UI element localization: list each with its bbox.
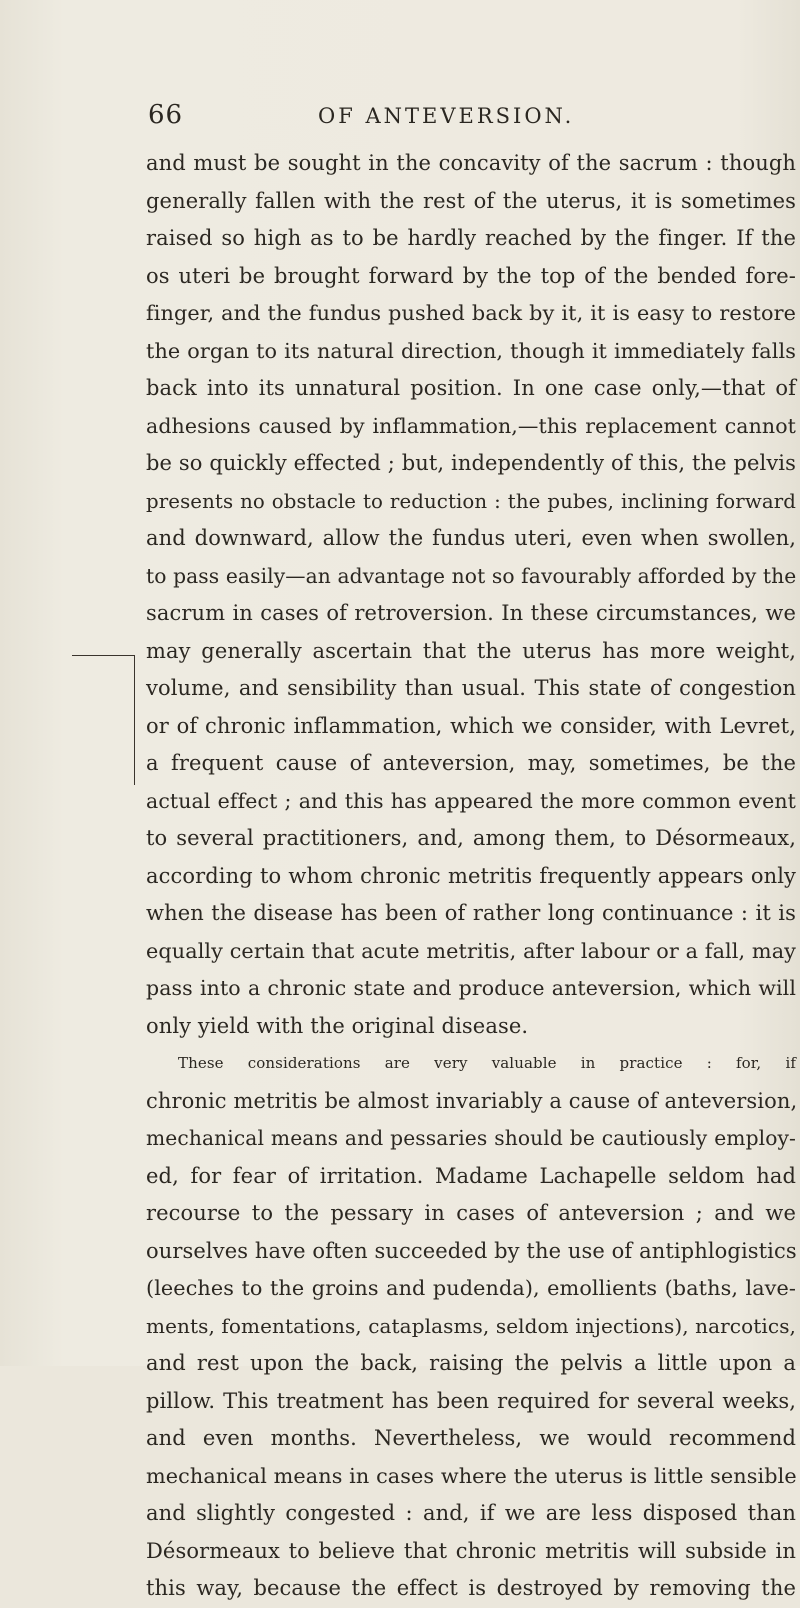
text-line: mechanical means in cases where the uterus is little sensible [146,1463,797,1488]
text-line: os uteri be brought forward by the top of the bended fore- [146,263,796,288]
text-line: ed, for fear of irritation. Madame Lachapelle seldom had [146,1163,796,1188]
text-line: this way, because the effect is destroyed by removing the [146,1576,796,1600]
text-line: and downward, allow the fundus uteri, even when swollen, [146,526,796,550]
text-line: presents no obstacle to reduction : the pubes, inclining forward [146,489,796,513]
page-number: 66 [148,100,184,130]
paragraph-2 [146,1045,796,1608]
text-line: finger, and the fundus pushed back by it, it is easy to restore [146,301,796,325]
text-line: when the disease has been of rather long continuance : it is [146,901,796,925]
paragraph-1 [146,145,796,1045]
text-line: pass into a chronic state and produce anteversion, which will [146,976,796,1000]
text-line: only yield with the original disease. [146,1013,529,1038]
text-line: actual effect ; and this has appeared the more common event [146,788,796,813]
text-line: or of chronic inflammation, which we consider, with Levret, [146,713,796,738]
running-head [0,100,800,140]
text-line: These considerations are very valuable in practice : for, if [178,1054,796,1072]
text-line: volume, and sensibility than usual. This state of congestion [146,676,796,700]
text-line: the organ to its natural direction, though it immediately falls [146,338,796,363]
text-line: may generally ascertain that the uterus has more weight, [146,638,796,663]
text-line: and must be sought in the concavity of the sacrum : though [146,151,796,175]
text-line: and even months. Nevertheless, we would recommend [146,1426,796,1450]
text-line: back into its unnatural position. In one case only,—that of [146,376,796,400]
text-line: to several practitioners, and, among them, to Désormeaux, [146,826,796,850]
margin-bracket [134,655,145,785]
body-text [146,145,796,1608]
text-line: a frequent cause of anteversion, may, sometimes, be the [146,751,796,775]
text-line: mechanical means and pessaries should be cautiously employ- [146,1126,796,1150]
text-line: generally fallen with the rest of the uterus, it is sometimes [146,188,796,213]
running-title: OF ANTEVERSION. [318,104,575,128]
text-line: (leeches to the groins and pudenda), emollients (baths, lave- [146,1276,796,1300]
text-line: and rest upon the back, raising the pelvis a little upon a [146,1351,796,1375]
text-line: sacrum in cases of retroversion. In these circumstances, we [146,601,796,625]
margin-rule [72,655,134,656]
text-line: equally certain that acute metritis, after labour or a fall, may [146,938,796,963]
text-line: adhesions caused by inflammation,—this replacement cannot [146,413,796,438]
text-line: chronic metritis be almost invariably a cause of anteversion, [146,1088,798,1113]
text-line: to pass easily—an advantage not so favourably afforded by the [146,563,797,588]
text-line: Désormeaux to believe that chronic metritis will subside in [146,1538,796,1563]
text-line: and slightly congested : and, if we are less disposed than [146,1501,796,1525]
text-line: be so quickly effected ; but, independently of this, the pelvis [146,451,796,475]
text-line: ourselves have often succeeded by the use of antiphlogistics [146,1238,797,1263]
text-line: recourse to the pessary in cases of anteversion ; and we [146,1201,796,1225]
text-line: pillow. This treatment has been required for several weeks, [146,1388,796,1413]
text-line: according to whom chronic metritis frequently appears only [146,863,796,888]
text-line: raised so high as to be hardly reached by the finger. If the [146,226,796,250]
text-line: ments, fomentations, cataplasms, seldom injections), narcotics, [146,1313,797,1338]
